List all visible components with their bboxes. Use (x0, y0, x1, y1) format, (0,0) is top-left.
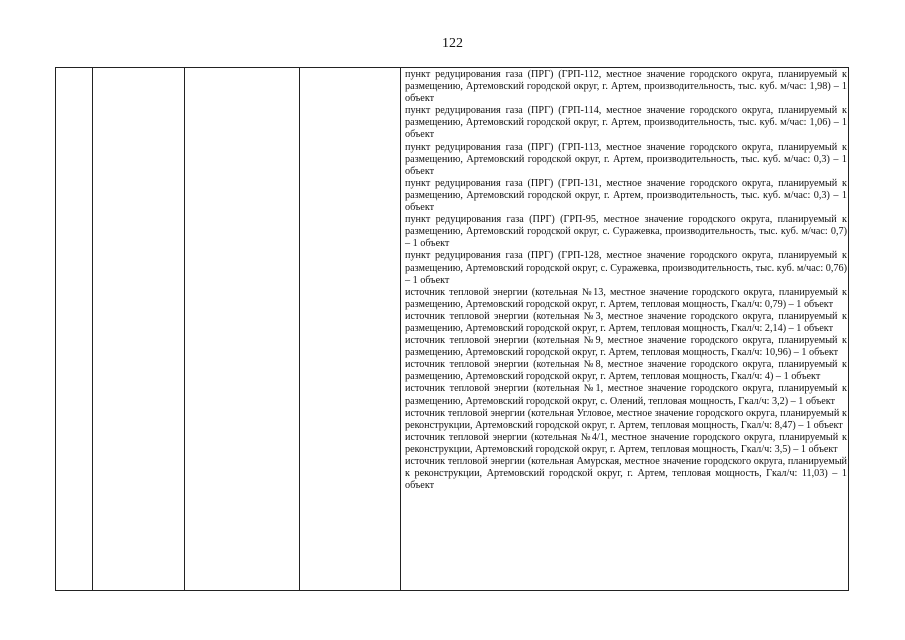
document-table (55, 67, 849, 591)
object-entry: пункт редуцирования газа (ПРГ) (ГРП-128, местное значение городского округа, планируемый к размещению, Артемовский городской округ, с. Суражевка, производительность, тыс. куб. м/час: 0,76) – 1 объект (405, 250, 847, 286)
object-entry: источник тепловой энергии (котельная №8, местное значение городского округа, планируемый к размещению, Артемовский городской округ, г. Артем, тепловая мощность, Гкал/ч: 4) – 1 объект (405, 359, 847, 383)
object-entry: источник тепловой энергии (котельная Угловое, местное значение городского округа, планируемый к реконструкции, Артемовский городской округ, г. Артем, тепловая мощность, Гкал/ч: 8,47) – 1 объект (405, 407, 847, 431)
column-divider (184, 68, 185, 590)
object-entry: источник тепловой энергии (котельная №3, местное значение городского округа, планируемый к размещению, Артемовский городской округ, г. Артем, тепловая мощность, Гкал/ч: 2,14) – 1 объект (405, 310, 847, 334)
column-divider (400, 68, 401, 590)
object-entry: пункт редуцирования газа (ПРГ) (ГРП-113, местное значение городского округа, планируемый к размещению, Артемовский городской округ, г. Артем, производительность, тыс. куб. м/час: 0,3) – 1 объект (405, 141, 847, 177)
objects-cell (402, 68, 848, 492)
object-entry: источник тепловой энергии (котельная №9, местное значение городского округа, планируемый к размещению, Артемовский городской округ, г. Артем, тепловая мощность, Гкал/ч: 10,96) – 1 объект (405, 335, 847, 359)
object-entry: источник тепловой энергии (котельная Амурская, местное значение городского округа, планируемый к реконструкции, Артемовский городской округ, г. Артем, тепловая мощность, Гкал/ч: 11,03) – 1 объект (405, 456, 847, 492)
object-entry: источник тепловой энергии (котельная №1, местное значение городского округа, планируемый к размещению, Артемовский городской округ, с. Олений, тепловая мощность, Гкал/ч: 3,2) – 1 объект (405, 383, 847, 407)
object-entry: пункт редуцирования газа (ПРГ) (ГРП-114, местное значение городского округа, планируемый к размещению, Артемовский городской округ, г. Артем, производительность, тыс. куб. м/час: 1,06) – 1 объект (405, 105, 847, 141)
column-divider (299, 68, 300, 590)
column-divider (92, 68, 93, 590)
object-entry: источник тепловой энергии (котельная №4/1, местное значение городского округа, планируемый к реконструкции, Артемовский городской округ, г. Артем, тепловая мощность, Гкал/ч: 3,5) – 1 объект (405, 431, 847, 455)
object-entry: пункт редуцирования газа (ПРГ) (ГРП-112, местное значение городского округа, планируемый к размещению, Артемовский городской округ, г. Артем, производительность, тыс. куб. м/час: 1,98) – 1 объект (405, 69, 847, 105)
object-entry: пункт редуцирования газа (ПРГ) (ГРП-131, местное значение городского округа, планируемый к размещению, Артемовский городской округ, г. Артем, производительность, тыс. куб. м/час: 0,3) – 1 объект (405, 177, 847, 214)
object-entry: пункт редуцирования газа (ПРГ) (ГРП-95, местное значение городского округа, планируемый к размещению, Артемовский городской округ, с. Суражевка, производительность, тыс. куб. м/час: 0,7) – 1 объект (405, 214, 847, 250)
object-entry: источник тепловой энергии (котельная №13, местное значение городского округа, планируемый к размещению, Артемовский городской округ, г. Артем, тепловая мощность, Гкал/ч: 0,79) – 1 объект (405, 286, 847, 310)
page-number: 122 (442, 36, 463, 51)
